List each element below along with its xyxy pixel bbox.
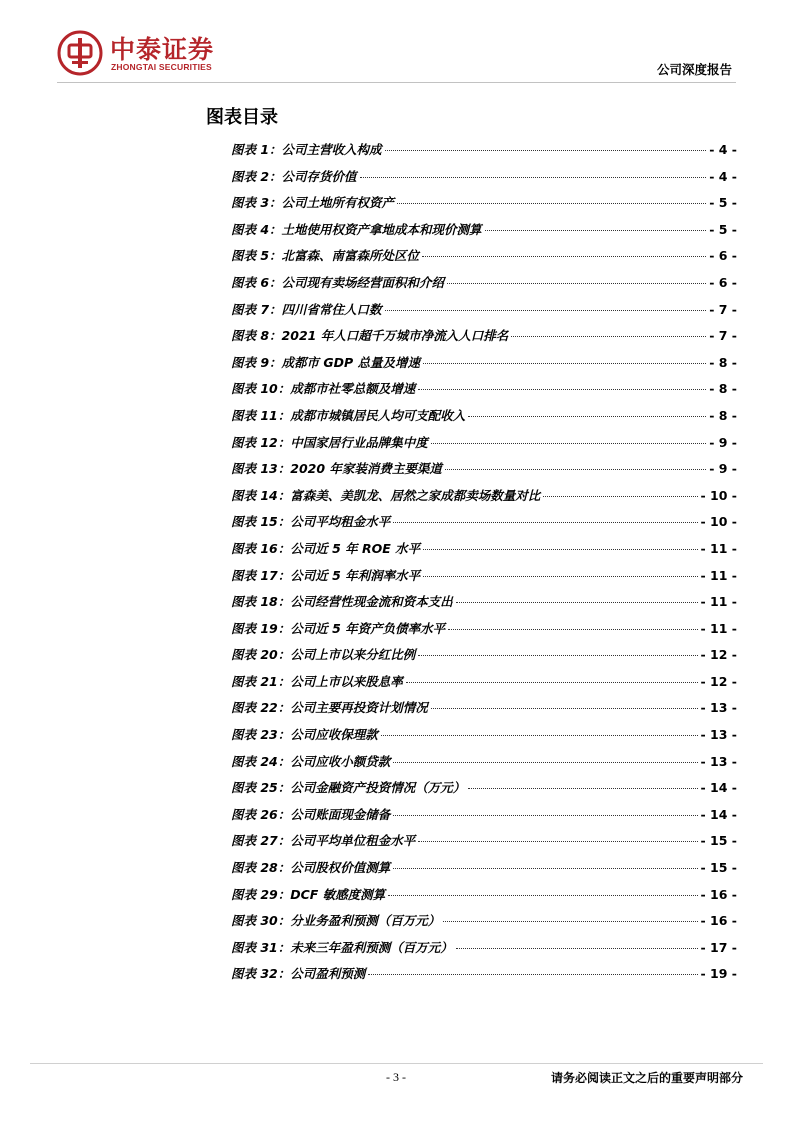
- toc-entry-page: - 16 -: [700, 913, 737, 929]
- toc-entry-label: 图表 32：公司盈利预测: [231, 966, 366, 982]
- toc-entry-page: - 12 -: [700, 647, 737, 663]
- toc-dot-leader: [431, 443, 706, 444]
- toc-entry-label: 图表 28：公司股权价值测算: [231, 860, 391, 876]
- toc-dot-leader: [393, 815, 697, 816]
- toc-dot-leader: [418, 655, 697, 656]
- zhongtai-logo-icon: [57, 30, 103, 76]
- toc-dot-leader: [397, 203, 706, 204]
- footer-divider: [30, 1063, 763, 1064]
- toc-entry-page: - 13 -: [700, 700, 737, 716]
- toc-entry-page: - 8 -: [709, 381, 737, 397]
- toc-entry-page: - 13 -: [700, 753, 737, 769]
- toc-entry-label: 图表 6：公司现有卖场经营面积和介绍: [231, 274, 445, 290]
- toc-dot-leader: [448, 629, 697, 630]
- toc-entry[interactable]: [231, 885, 737, 912]
- toc-entry[interactable]: [231, 778, 737, 805]
- toc-entry[interactable]: [231, 486, 737, 513]
- toc-dot-leader: [445, 469, 706, 470]
- toc-entry[interactable]: [231, 938, 737, 965]
- toc-dot-leader: [456, 948, 698, 949]
- toc-entry-page: - 14 -: [700, 806, 737, 822]
- toc-entry-label: 图表 9：成都市 GDP 总量及增速: [231, 354, 421, 370]
- toc-dot-leader: [422, 256, 706, 257]
- toc-entry[interactable]: [231, 805, 737, 832]
- toc-entry[interactable]: [231, 592, 737, 619]
- toc-entry[interactable]: [231, 725, 737, 752]
- toc-entry[interactable]: [231, 140, 737, 167]
- toc-list: [231, 140, 737, 991]
- toc-dot-leader: [468, 416, 706, 417]
- toc-dot-leader: [456, 602, 698, 603]
- toc-entry-label: 图表 20：公司上市以来分红比例: [231, 647, 416, 663]
- toc-dot-leader: [447, 283, 706, 284]
- toc-entry-page: - 11 -: [700, 567, 737, 583]
- toc-dot-leader: [423, 363, 706, 364]
- toc-dot-leader: [381, 735, 698, 736]
- toc-entry-label: 图表 21：公司上市以来股息率: [231, 673, 403, 689]
- toc-entry-label: 图表 4：土地使用权资产拿地成本和现价测算: [231, 221, 482, 237]
- toc-dot-leader: [406, 682, 698, 683]
- footer-disclaimer: 请务必阅读正文之后的重要声明部分: [550, 1071, 743, 1085]
- toc-entry-page: - 8 -: [709, 354, 737, 370]
- toc-dot-leader: [385, 150, 707, 151]
- page-number: - 3 -: [386, 1070, 406, 1084]
- toc-entry[interactable]: [231, 273, 737, 300]
- toc-entry-page: - 11 -: [700, 594, 737, 610]
- toc-dot-leader: [393, 868, 697, 869]
- toc-entry-label: 图表 15：公司平均租金水平: [231, 514, 391, 530]
- toc-entry-page: - 7 -: [709, 328, 737, 344]
- toc-entry[interactable]: [231, 220, 737, 247]
- toc-entry[interactable]: [231, 353, 737, 380]
- toc-entry[interactable]: [231, 566, 737, 593]
- toc-entry[interactable]: [231, 752, 737, 779]
- toc-entry[interactable]: [231, 459, 737, 486]
- logo-company-name-en: ZHONGTAI SECURITIES: [111, 62, 212, 72]
- toc-entry[interactable]: [231, 698, 737, 725]
- toc-entry-label: 图表 25：公司金融资产投资情况（万元）: [231, 780, 466, 796]
- toc-entry-page: - 5 -: [709, 221, 737, 237]
- toc-dot-leader: [360, 177, 707, 178]
- toc-entry-page: - 6 -: [709, 274, 737, 290]
- toc-entry-label: 图表 23：公司应收保理款: [231, 727, 378, 743]
- toc-entry-page: - 12 -: [700, 673, 737, 689]
- toc-entry-label: 图表 12：中国家居行业品牌集中度: [231, 434, 428, 450]
- toc-title: 图表目录: [206, 107, 278, 128]
- toc-entry-page: - 9 -: [709, 434, 737, 450]
- toc-entry-page: - 10 -: [700, 514, 737, 530]
- toc-entry-page: - 13 -: [700, 727, 737, 743]
- toc-dot-leader: [368, 974, 697, 975]
- toc-entry-page: - 10 -: [700, 487, 737, 503]
- toc-entry-label: 图表 1：公司主营收入构成: [231, 142, 382, 157]
- toc-entry-page: - 9 -: [709, 461, 737, 477]
- toc-dot-leader: [423, 549, 697, 550]
- toc-entry-page: - 16 -: [700, 886, 737, 902]
- toc-entry[interactable]: [231, 406, 737, 433]
- toc-entry[interactable]: [231, 379, 737, 406]
- toc-entry[interactable]: [231, 831, 737, 858]
- toc-entry-label: 图表 13：2020 年家装消费主要渠道: [231, 461, 442, 477]
- toc-entry-label: 图表 17：公司近 5 年利润率水平: [231, 567, 421, 583]
- toc-entry-label: 图表 11：成都市城镇居民人均可支配收入: [231, 407, 466, 423]
- toc-entry[interactable]: [231, 512, 737, 539]
- report-type-label: 公司深度报告: [656, 62, 732, 77]
- toc-entry-page: - 17 -: [700, 939, 737, 955]
- toc-entry-page: - 15 -: [700, 833, 737, 849]
- toc-entry[interactable]: [231, 645, 737, 672]
- toc-entry-label: 图表 19：公司近 5 年资产负债率水平: [231, 620, 446, 636]
- toc-entry-page: - 19 -: [700, 966, 737, 982]
- toc-entry-label: 图表 29：DCF 敏感度测算: [231, 886, 386, 902]
- toc-entry-page: - 15 -: [700, 860, 737, 876]
- toc-entry-label: 图表 24：公司应收小额贷款: [231, 753, 391, 769]
- toc-dot-leader: [543, 496, 697, 497]
- toc-entry-label: 图表 16：公司近 5 年 ROE 水平: [231, 540, 421, 556]
- toc-entry-label: 图表 8：2021 年人口超千万城市净流入人口排名: [231, 328, 509, 344]
- toc-entry-label: 图表 5：北富森、南富森所处区位: [231, 248, 420, 264]
- toc-dot-leader: [485, 230, 707, 231]
- toc-entry-page: - 4 -: [709, 168, 737, 184]
- toc-entry[interactable]: [231, 858, 737, 885]
- toc-entry[interactable]: [231, 539, 737, 566]
- toc-entry[interactable]: [231, 193, 737, 220]
- toc-entry[interactable]: [231, 246, 737, 273]
- toc-dot-leader: [443, 921, 697, 922]
- toc-entry[interactable]: [231, 619, 737, 646]
- toc-dot-leader: [423, 576, 697, 577]
- toc-entry-page: - 4 -: [709, 142, 737, 157]
- toc-entry[interactable]: [231, 433, 737, 460]
- toc-entry-label: 图表 10：成都市社零总额及增速: [231, 381, 416, 397]
- toc-entry[interactable]: [231, 911, 737, 938]
- toc-entry-page: - 6 -: [709, 248, 737, 264]
- toc-dot-leader: [418, 841, 697, 842]
- toc-dot-leader: [393, 522, 697, 523]
- toc-entry-label: 图表 22：公司主要再投资计划情况: [231, 700, 428, 716]
- toc-entry-label: 图表 26：公司账面现金储备: [231, 806, 391, 822]
- toc-entry-page: - 8 -: [709, 407, 737, 423]
- toc-dot-leader: [431, 708, 698, 709]
- toc-entry-label: 图表 3：公司土地所有权资产: [231, 195, 395, 211]
- toc-dot-leader: [385, 310, 707, 311]
- toc-entry-label: 图表 7：四川省常住人口数: [231, 301, 382, 317]
- toc-dot-leader: [388, 895, 697, 896]
- toc-dot-leader: [393, 762, 697, 763]
- toc-entry[interactable]: [231, 300, 737, 327]
- toc-entry-page: - 5 -: [709, 195, 737, 211]
- header-divider: [57, 82, 736, 83]
- toc-entry-page: - 14 -: [700, 780, 737, 796]
- toc-entry-page: - 11 -: [700, 540, 737, 556]
- logo-company-name: 中泰证券: [110, 35, 215, 64]
- toc-entry[interactable]: [231, 964, 737, 991]
- toc-dot-leader: [511, 336, 706, 337]
- toc-entry-label: 图表 14：富森美、美凯龙、居然之家成都卖场数量对比: [231, 487, 541, 503]
- toc-entry-label: 图表 27：公司平均单位租金水平: [231, 833, 416, 849]
- toc-entry-label: 图表 30：分业务盈利预测（百万元）: [231, 913, 441, 929]
- toc-dot-leader: [418, 389, 706, 390]
- toc-dot-leader: [468, 788, 697, 789]
- toc-entry[interactable]: [231, 167, 737, 194]
- toc-entry-label: 图表 2：公司存货价值: [231, 168, 357, 184]
- page-header: [0, 0, 793, 90]
- toc-entry-page: - 11 -: [700, 620, 737, 636]
- toc-entry[interactable]: [231, 672, 737, 699]
- toc-entry-label: 图表 18：公司经营性现金流和资本支出: [231, 594, 453, 610]
- toc-entry-label: 图表 31：未来三年盈利预测（百万元）: [231, 939, 453, 955]
- toc-entry[interactable]: [231, 326, 737, 353]
- toc-entry-page: - 7 -: [709, 301, 737, 317]
